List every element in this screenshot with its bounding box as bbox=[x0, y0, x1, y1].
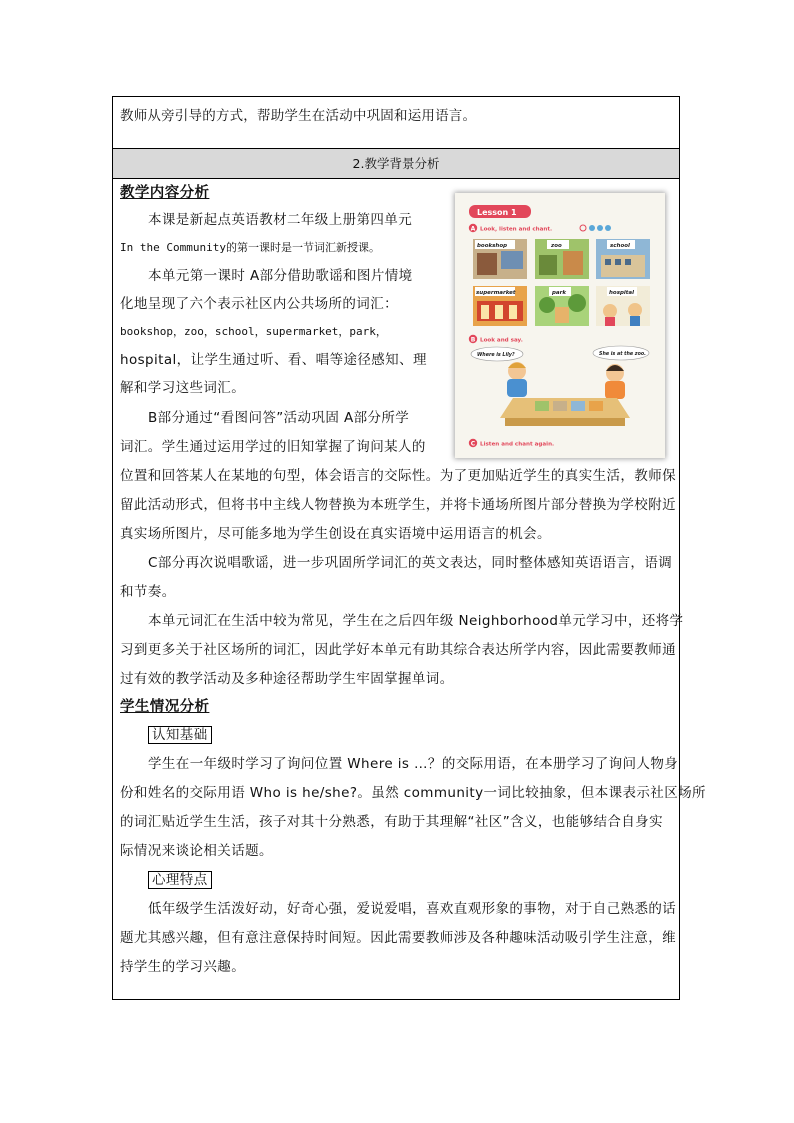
content-line: hospital，让学生通过听、看、唱等途径感知、理 bbox=[120, 352, 427, 368]
content-line: 本课是新起点英语教材二年级上册第四单元 bbox=[148, 212, 413, 228]
place-card-zoo bbox=[535, 239, 589, 279]
place-label-hospital: hospital bbox=[609, 290, 635, 296]
content-line: 真实场所图片，尽可能多地为学生创设在真实语境中运用语言的机会。 bbox=[120, 526, 551, 542]
textbook-page-image bbox=[455, 193, 665, 458]
cognitive-label-wrap bbox=[148, 725, 212, 745]
psych-label-wrap bbox=[148, 870, 212, 890]
part-c-instruction: Listen and chant again. bbox=[480, 441, 555, 448]
content-analysis-heading: 教学内容分析 bbox=[120, 185, 210, 201]
content-line: B部分通过“看图问答”活动巩固 A部分所学 bbox=[148, 410, 410, 426]
student-analysis-heading: 学生情况分析 bbox=[120, 699, 210, 715]
part-a-instruction: Look, listen and chant. bbox=[480, 226, 553, 233]
part-b-instruction: Look and say. bbox=[480, 337, 523, 344]
content-line: 和节奏。 bbox=[120, 584, 176, 600]
place-card-park bbox=[535, 286, 589, 326]
cognitive-line: 份和姓名的交际用语 Who is he/she?。虽然 community一词比较抽象，但本课表示社区场所 bbox=[120, 785, 706, 801]
psych-line: 持学生的学习兴趣。 bbox=[120, 959, 246, 975]
place-label-zoo: zoo bbox=[551, 243, 562, 249]
speech-bubble-answer: She is at the zoo. bbox=[599, 352, 646, 357]
continuation-text: 教师从旁引导的方式，帮助学生在活动中巩固和运用语言。 bbox=[120, 108, 477, 124]
continuation-cell bbox=[113, 97, 679, 149]
content-line: 词汇。学生通过运用学过的旧知掌握了询问某人的 bbox=[120, 439, 426, 455]
psych-line: 题尤其感兴趣，但有意注意保持时间短。因此需要教师涉及各种趣味活动吸引学生注意，维 bbox=[120, 930, 676, 946]
place-label-bookshop: bookshop bbox=[477, 243, 508, 249]
content-line: 位置和回答某人在某地的句型，体会语言的交际性。为了更加贴近学生的真实生活，教师保 bbox=[120, 468, 676, 484]
content-line: 化地呈现了六个表示社区内公共场所的词汇： bbox=[120, 296, 398, 312]
place-label-park: park bbox=[552, 290, 567, 296]
lesson-title: Lesson 1 bbox=[477, 208, 517, 217]
content-line: 本单元第一课时 A部分借助歌谣和图片情境 bbox=[148, 268, 413, 284]
part-b-badge: B bbox=[470, 336, 476, 344]
content-line: bookshop，zoo，school，supermarket，park， bbox=[120, 325, 387, 338]
place-label-school: school bbox=[610, 243, 630, 249]
content-line: C部分再次说唱歌谣，进一步巩固所学词汇的英文表达，同时整体感知英语语言，语调 bbox=[148, 555, 673, 571]
lesson-illustration bbox=[455, 193, 665, 458]
psychological-traits-label: 心理特点 bbox=[148, 871, 212, 889]
girl-character bbox=[605, 364, 625, 399]
place-card-supermarket bbox=[473, 286, 527, 326]
boy-character bbox=[507, 362, 527, 397]
content-line: 留此活动形式，但将书中主线人物替换为本班学生，并将卡通场所图片部分替换为学校附近 bbox=[120, 497, 676, 513]
content-line: 过有效的教学活动及多种途径帮助学生牢固掌握单词。 bbox=[120, 671, 454, 687]
psych-line: 低年级学生活泼好动，好奇心强，爱说爱唱，喜欢直观形象的事物，对于自己熟悉的话 bbox=[148, 901, 677, 917]
content-line: 解和学习这些词汇。 bbox=[120, 380, 246, 396]
section-title: 2.教学背景分析 bbox=[113, 149, 679, 179]
part-c-badge: C bbox=[470, 440, 476, 448]
place-card-hospital bbox=[596, 286, 650, 326]
part-a-badge: A bbox=[470, 225, 476, 233]
cognitive-line: 的词汇贴近学生生活，孩子对其十分熟悉，有助于其理解“社区”含义，也能够结合自身实 bbox=[120, 814, 663, 830]
cognitive-basis-label: 认知基础 bbox=[148, 726, 212, 744]
cognitive-line: 学生在一年级时学习了询问位置 Where is …？的交际用语，在本册学习了询问人物身 bbox=[148, 756, 679, 772]
content-line: 本单元词汇在生活中较为常见，学生在之后四年级 Neighborhood单元学习中，还将学 bbox=[148, 613, 684, 629]
cognitive-line: 际情况来谈论相关话题。 bbox=[120, 843, 273, 859]
teaching-design-table bbox=[112, 96, 706, 1000]
content-line: In the Community的第一课时是一节词汇新授课。 bbox=[120, 241, 380, 254]
place-label-supermarket: supermarket bbox=[476, 290, 516, 296]
place-card-bookshop bbox=[473, 239, 527, 279]
content-line: 习到更多关于社区场所的词汇，因此学好本单元有助其综合表达所学内容，因此需要教师通 bbox=[120, 642, 676, 658]
place-card-school bbox=[596, 239, 650, 279]
speech-bubble-question: Where is Lily? bbox=[477, 353, 515, 358]
